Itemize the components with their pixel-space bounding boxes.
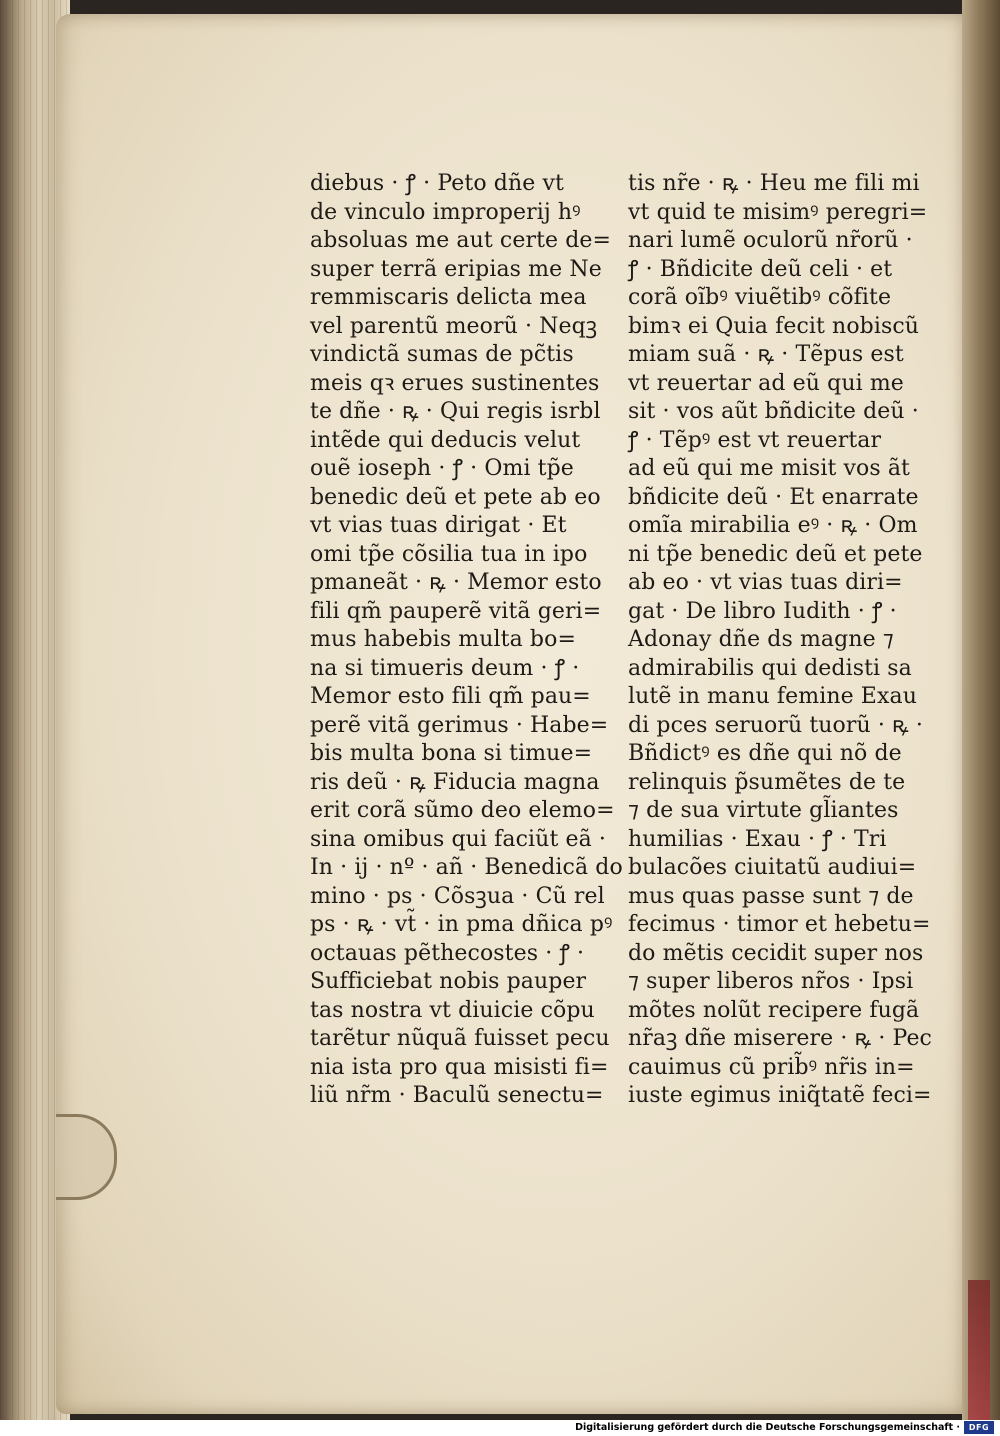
dfg-logo: DFG: [964, 1421, 994, 1434]
text-line: Bñdictꝰ es dñe qui nõ de: [628, 741, 902, 766]
text-line: de vinculo improperij hꝰ: [310, 199, 581, 225]
text-line: bñdicite deũ · Et enarrate: [628, 484, 919, 510]
text-line: intẽde qui deducis velut: [310, 427, 581, 453]
text-line: ad eũ qui me misit vos ãt: [628, 456, 911, 481]
text-line: erit corã sũmo deo elemo=: [310, 798, 615, 823]
text-line: Memor esto fili qm̃ pau=: [310, 684, 591, 709]
text-line: Sufficiebat nobis pauper: [310, 969, 587, 994]
text-line: In · ij · nº · añ · Benedicã do: [310, 855, 623, 880]
text-line: fili qm̃ pauperẽ vitã geri=: [310, 598, 602, 624]
text-line: corã oĩbꝰ viuẽtibꝰ cõfite: [628, 285, 892, 310]
text-line: ouẽ ioseph · ꝭ · Omi tp̃e: [310, 456, 574, 481]
text-line: super terrã eripias me Ne: [310, 256, 602, 282]
text-line: mino · ps · Cõsꝫua · Cũ rel: [310, 883, 605, 909]
text-line: mus quas passe sunt ⁊ de: [628, 883, 914, 909]
text-line: cauimus cũ prib̃ꝰ nr̃is in=: [628, 1054, 915, 1080]
text-line: vt reuertar ad eũ qui me: [628, 370, 904, 396]
text-line: te dñe · ꝶ · Qui regis isrbl: [310, 399, 601, 424]
text-line: ab eo · vt vias tuas diri=: [628, 570, 903, 595]
text-line: relinquis p̃sumẽtes de te: [628, 769, 906, 795]
text-line: meis qꝛ erues sustinentes: [310, 370, 600, 396]
text-line: nia ista pro qua misisti fi=: [310, 1054, 609, 1080]
funding-credit: Digitalisierung gefördert durch die Deutsche Forschungsgemeinschaft ·: [575, 1422, 960, 1433]
text-line: ris deũ · ꝶ Fiducia magna: [310, 769, 600, 795]
text-line: gat · De libro Iudith · ꝭ ·: [628, 598, 897, 624]
text-line: na si timueris deum · ꝭ ·: [310, 655, 580, 681]
text-line: vel parentũ meorũ · Neqꝫ: [310, 313, 598, 339]
text-line: pmaneãt · ꝶ · Memor esto: [310, 570, 602, 595]
text-line: ꝭ · Tẽpꝰ est vt reuertar: [628, 427, 882, 453]
text-line: bulacões ciuitatũ audiui=: [628, 855, 917, 880]
text-line: do mẽtis cecidit super nos: [628, 940, 924, 966]
text-line: diebus · ꝭ · Peto dñe vt: [310, 171, 564, 196]
text-line: vt quid te misimꝰ peregri=: [628, 199, 928, 225]
text-line: Adonay dñe ds magne ⁊: [628, 627, 894, 652]
text-line: octauas pẽthecostes · ꝭ ·: [310, 940, 585, 966]
text-line: nr̃aꝫ dñe miserere · ꝶ · Pec: [628, 1026, 932, 1051]
text-line: benedic deũ et pete ab eo: [310, 484, 601, 510]
text-line: ni tp̃e benedic deũ et pete: [628, 541, 923, 567]
text-line: nari lumẽ oculorũ nr̃orũ ·: [628, 228, 913, 253]
text-line: sit · vos aũt bñdicite deũ ·: [628, 399, 919, 424]
text-line: mus habebis multa bo=: [310, 627, 576, 652]
text-line: absoluas me aut certe de=: [310, 228, 612, 253]
text-line: vindictã sumas de pc̃tis: [310, 342, 574, 367]
book-binding-edge: [962, 0, 1000, 1420]
text-line: omi tp̃e cõsilia tua in ipo: [310, 541, 588, 567]
text-column-left: [310, 170, 623, 1111]
text-line: ꝭ · Bñdicite deũ celi · et: [628, 256, 893, 282]
text-line: di pces seruorũ tuorũ · ꝶ ·: [628, 712, 923, 738]
text-line: bis multa bona si timue=: [310, 741, 593, 766]
text-line: miam suã · ꝶ · Tẽpus est: [628, 342, 904, 367]
text-line: ps · ꝶ · vt̃ · in pma dñica pꝰ: [310, 912, 613, 937]
text-line: ⁊ super liberos nr̃os · Ipsi: [628, 969, 914, 994]
text-line: admirabilis qui dedisti sa: [628, 655, 912, 681]
text-column-right: [628, 170, 932, 1111]
text-line: tarẽtur nũquã fuisset pecu: [310, 1026, 610, 1051]
text-line: tas nostra vt diuicie cõpu: [310, 997, 595, 1023]
text-line: vt vias tuas dirigat · Et: [310, 513, 567, 538]
text-line: lutẽ in manu femine Exau: [628, 684, 917, 709]
text-line: liũ nr̃m · Baculũ senectu=: [310, 1083, 604, 1108]
text-line: fecimus · timor et hebetu=: [628, 912, 931, 937]
text-line: iuste egimus iniq̃tatẽ feci=: [628, 1083, 932, 1108]
text-line: tis nr̃e · ꝶ · Heu me fili mi: [628, 171, 920, 196]
text-line: sina omibus qui faciũt eã ·: [310, 826, 607, 852]
text-line: mõtes nolũt recipere fugã: [628, 997, 920, 1023]
text-line: perẽ vitã gerimus · Habe=: [310, 712, 609, 738]
text-line: humilias · Exau · ꝭ · Tri: [628, 826, 887, 852]
text-line: remmiscaris delicta mea: [310, 285, 587, 310]
text-line: bimꝛ ei Quia fecit nobiscũ: [628, 313, 920, 339]
page-clasp-mark: [56, 1114, 117, 1200]
text-line: omĩa mirabilia eꝰ · ꝶ · Om: [628, 513, 918, 538]
text-line: ⁊ de sua virtute gl̃iantes: [628, 798, 899, 823]
